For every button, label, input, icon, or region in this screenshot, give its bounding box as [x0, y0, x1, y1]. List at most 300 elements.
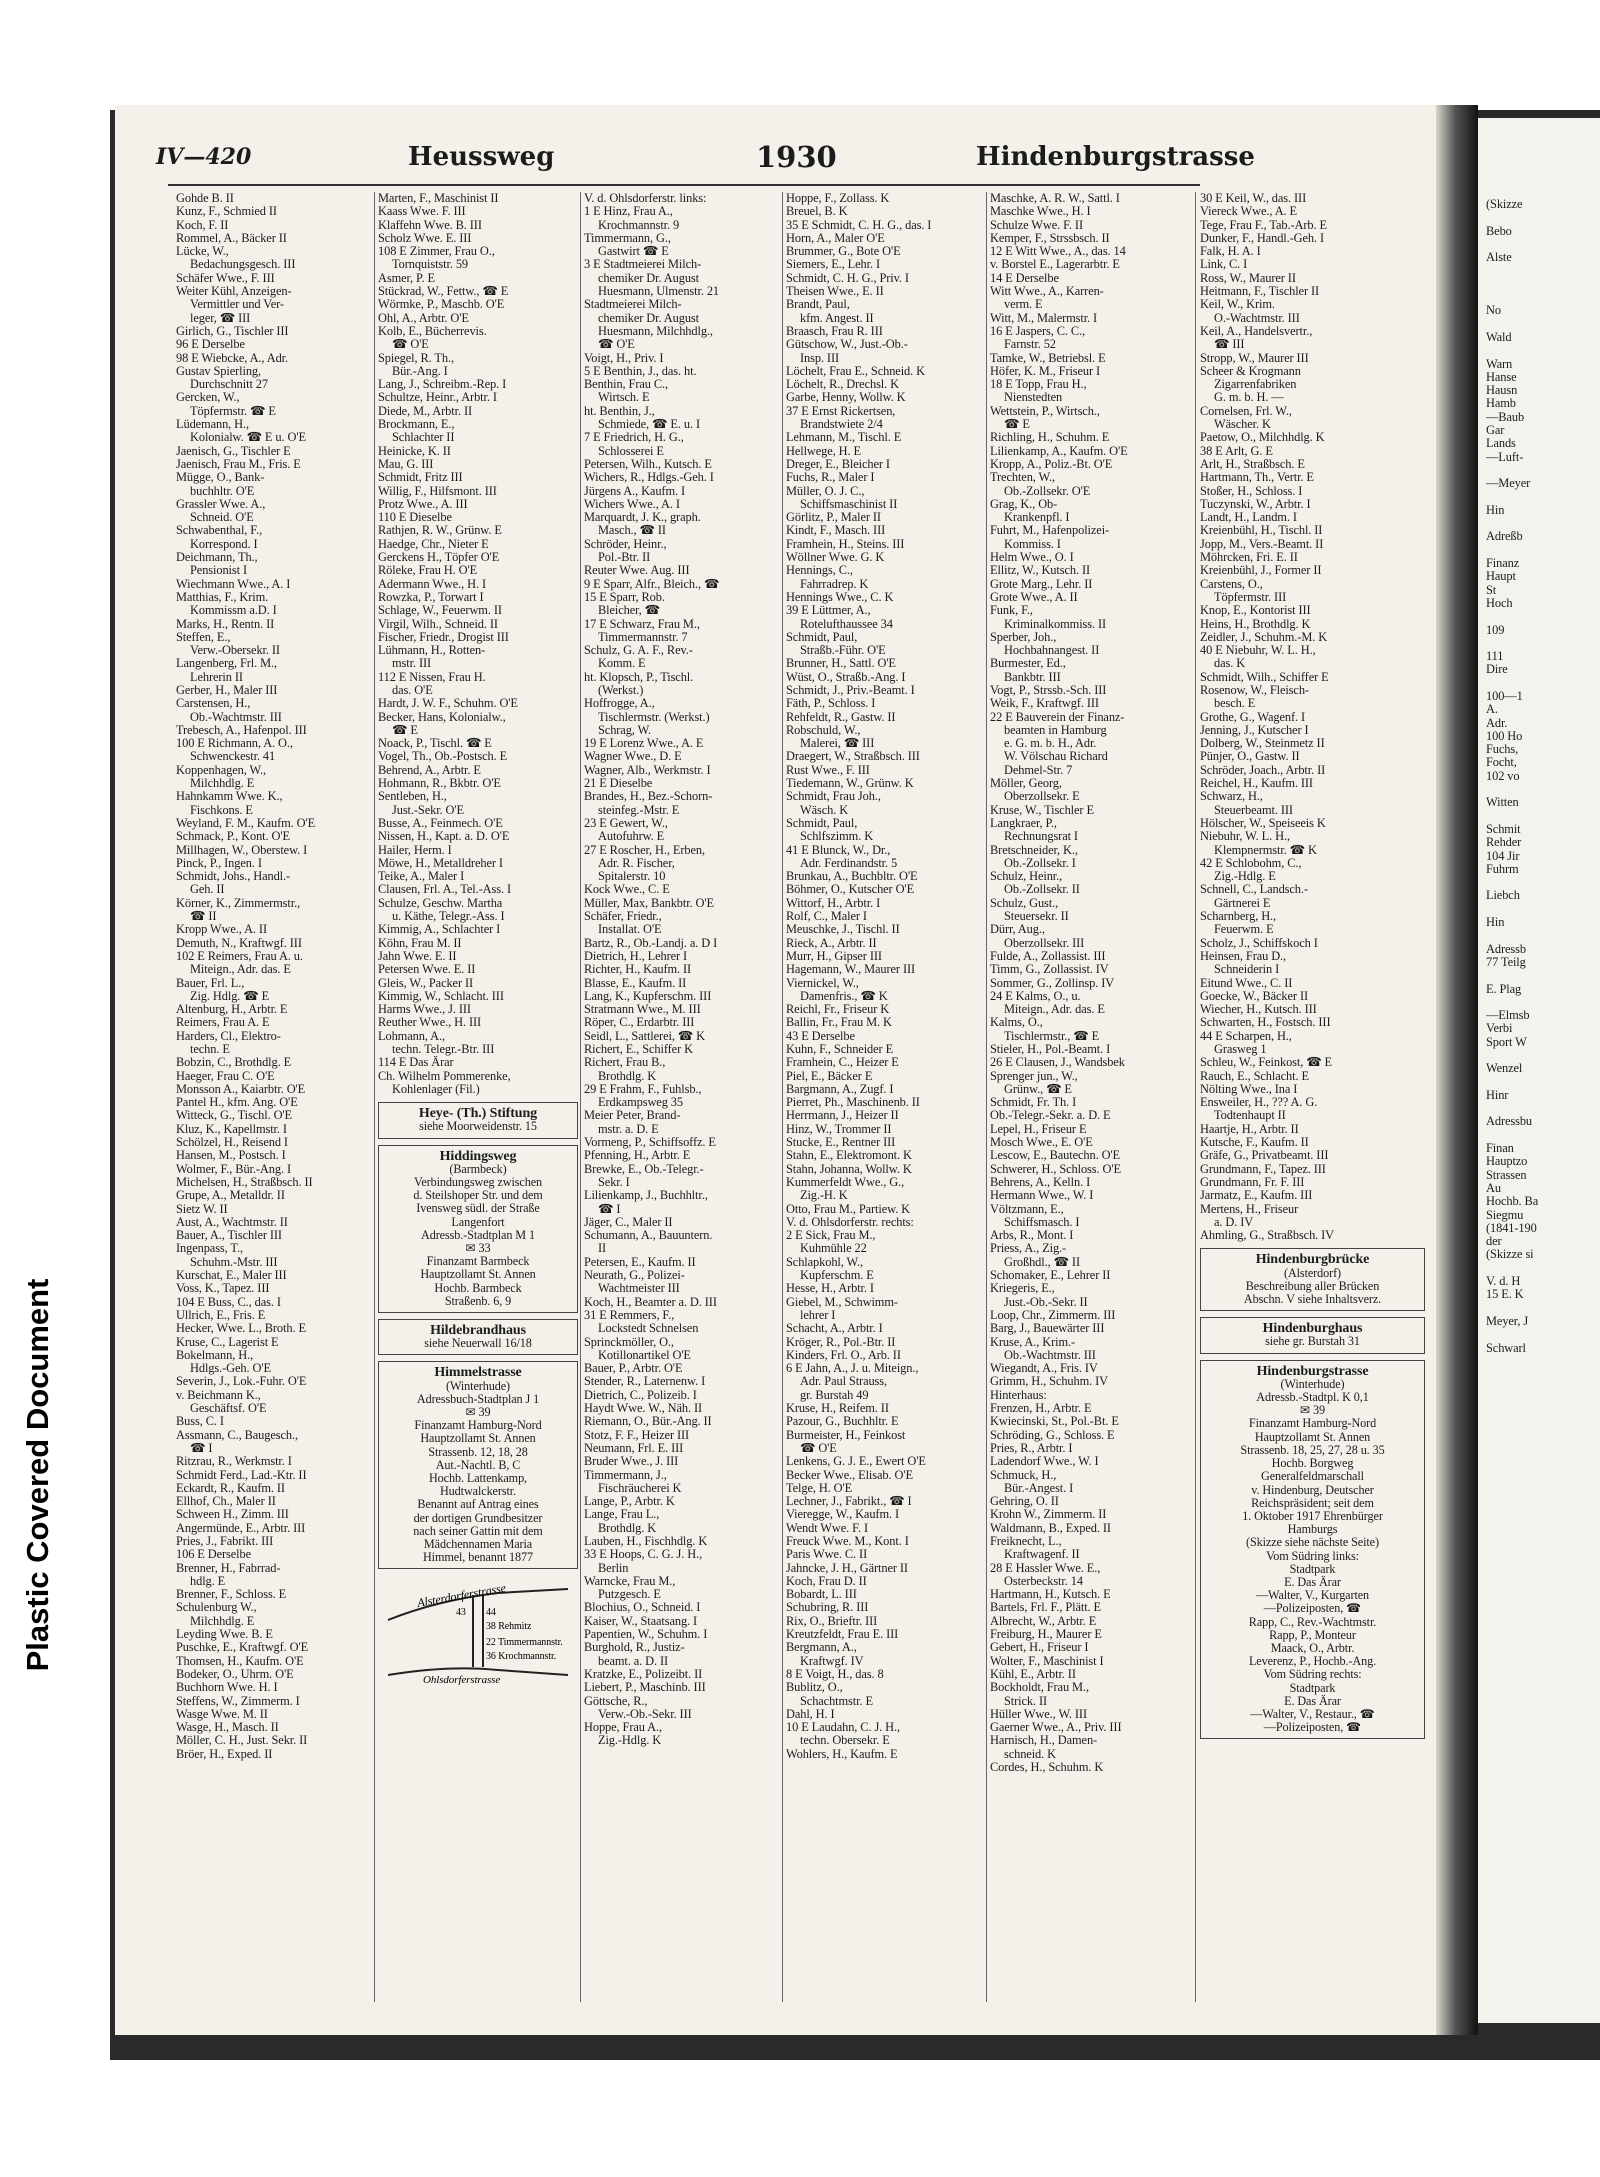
box-title: Hildebrandhaus	[430, 1323, 526, 1339]
entry-line: Steuerbeamt. III	[1214, 803, 1293, 817]
entry-line: Kraftwagenf. II	[1004, 1548, 1080, 1562]
entry-line: Richert, Frau B.,	[584, 1056, 666, 1070]
entry-line: 19 E Lorenz Wwe., A. E	[584, 737, 704, 751]
entry-line: 10 E Laudahn, C. J. H.,	[786, 1721, 901, 1735]
entry-line: Ensweiler, H., ??? A. G.	[1200, 1096, 1318, 1110]
entry-line: Lohmann, A.,	[378, 1029, 445, 1043]
entry-line: Sprenger jun., W.,	[990, 1069, 1078, 1083]
next-page-line	[1486, 996, 1600, 1009]
entry-line: Miteign., Adr. das. E	[190, 963, 291, 977]
next-page-line	[1486, 1262, 1600, 1275]
entry-line: beamten in Hamburg	[1004, 723, 1107, 737]
entry-line: Autofuhrw. E	[598, 830, 665, 844]
column-divider	[374, 192, 375, 2002]
next-page-line: E. Plag	[1486, 982, 1522, 996]
map-number: 38 Rehmitz	[486, 1621, 532, 1633]
year-heading: 1930	[756, 140, 837, 174]
entry-line: Möller, C. H., Just. Sekr. II	[176, 1734, 308, 1748]
box-line: Straßenb. 6, 9	[444, 1293, 512, 1308]
entry-line: Hardt, J. W. F., Schuhm. O'E	[378, 697, 518, 711]
entry-line: 44 E Scharpen, H.,	[1200, 1029, 1292, 1043]
entry-line: Kimmig, W., Schlacht. III	[378, 989, 504, 1003]
side-label-text: Plastic Covered Document	[20, 1278, 55, 1672]
entry-line: Stieler, H., Pol.-Beamt. I	[990, 1043, 1111, 1056]
entry-line: 102 E Reimers, Frau A. u.	[176, 949, 303, 963]
entry-line: Meuschke, J., Tischl. II	[786, 923, 900, 937]
entry-line: Schmidt, Paul,	[786, 630, 858, 644]
entry-line: Grote Wwe., A. II	[990, 590, 1078, 604]
entry-line: Lescow, E., Bautechn. O'E	[990, 1149, 1121, 1163]
entry-line: Schmidt, Johs., Handl.-	[176, 870, 291, 884]
entry-line: ☎ I	[190, 1441, 213, 1455]
entry-line: 30 E Keil, W., das. III	[1200, 192, 1307, 205]
entry-line: Kriegeris, E.,	[990, 1282, 1055, 1296]
plastic-covered-label	[8, 1240, 68, 1710]
entry-line: Adr. Ferdinandstr. 5	[800, 856, 898, 870]
entry-line: Kruse, H., Reifem. II	[786, 1402, 889, 1416]
entry-line: Kreienbühl, H., Tischl. II	[1200, 524, 1323, 538]
box-line: Maack, O., Arbtr.	[1270, 1640, 1355, 1655]
entry-line: Pol.-Btr. II	[598, 551, 651, 565]
box-line: Benannt auf Antrag eines	[417, 1497, 539, 1512]
next-page-line	[1486, 291, 1600, 304]
entry-line: mstr. III	[392, 657, 432, 671]
entry-line: Voigt, H., Priv. I	[584, 351, 664, 365]
entry-line: Becker Wwe., Elisab. O'E	[786, 1468, 913, 1482]
entry-line: Witteck, G., Tischl. O'E	[176, 1109, 293, 1123]
entry-line: Weyland, F. M., Kaufm. O'E	[176, 816, 316, 830]
entry-line: techn. Telegr.-Btr. III	[392, 1043, 495, 1056]
entry-line: Hahnkamm Wwe. K.,	[176, 790, 283, 804]
entry-line: Asmer, P. E	[378, 271, 435, 285]
entry-line: Schröder, Joach., Arbtr. II	[1200, 763, 1326, 777]
directory-column-6	[1200, 192, 1425, 2012]
entry-line: Bublitz, O.,	[786, 1681, 843, 1695]
box-line: Finanzamt Hamburg-Nord	[1248, 1416, 1377, 1431]
entry-line: Görlitz, P., Maler II	[786, 511, 881, 525]
entry-line: Carstensen, H.,	[176, 697, 251, 711]
entry-line: Kock Wwe., C. E	[584, 883, 670, 897]
entry-line: Bleicher, ☎	[598, 604, 661, 618]
entry-line: Timmermann, G.,	[584, 231, 671, 245]
entry-line: Busse, A., Feinmech. O'E	[378, 816, 503, 830]
entry-line: Koch, Frau D. II	[786, 1574, 867, 1588]
entry-line: Ob.-Wachtmstr. III	[1004, 1348, 1096, 1362]
entry-line: Hoffrogge, A.,	[584, 697, 655, 711]
next-page-line: der	[1486, 1235, 1502, 1249]
entry-line: Ellhof, Ch., Maler II	[176, 1495, 276, 1509]
entry-line: Fuchs, R., Maler I	[786, 471, 875, 485]
box-title: Hindenburgbrücke	[1255, 1252, 1370, 1268]
entry-line: Jopp, M., Vers.-Beamt. II	[1200, 537, 1324, 551]
next-page-line: Verbi	[1486, 1022, 1513, 1036]
entry-line: Otto, Frau M., Partiew. K	[786, 1202, 911, 1216]
entry-line: Hennings, C.,	[786, 564, 853, 578]
map-number: 44	[486, 1607, 496, 1619]
entry-line: Rehfeldt, R., Gastw. II	[786, 710, 896, 724]
entry-line: Lilienkamp, A., Kaufm. O'E	[990, 444, 1128, 458]
entry-line: Schölzel, H., Reisend I	[176, 1136, 288, 1150]
entry-line: Wäsch. K	[800, 803, 849, 817]
next-page-line	[1486, 1102, 1600, 1115]
next-page-line: Sport W	[1486, 1035, 1527, 1049]
entry-line: Schwarten, H., Fostsch. III	[1200, 1016, 1331, 1030]
next-page-line: 100—1	[1486, 689, 1523, 703]
entry-line: Sentleben, H.,	[378, 790, 447, 804]
next-page-line	[1486, 677, 1600, 690]
entry-line: Lang, J., Schreibm.-Rep. I	[378, 378, 507, 392]
entry-line: Hellwege, H. E	[786, 444, 861, 458]
box-line: Adressbuch-Stadtplan J 1	[416, 1391, 540, 1406]
entry-line: Jaenisch, Frau M., Fris. E	[176, 457, 301, 471]
box-line: ✉ 39	[1299, 1403, 1326, 1418]
entry-line: Frenzen, H., Arbtr. E	[990, 1402, 1092, 1416]
entry-line: Komm. E	[598, 657, 646, 671]
entry-line: Clausen, Frl. A., Tel.-Ass. I	[378, 883, 511, 897]
entry-line: Gerckens H., Töpfer O'E	[378, 551, 500, 565]
next-page-line: 111	[1486, 650, 1504, 664]
next-page-line	[1486, 1302, 1600, 1315]
entry-line: Dunker, F., Handl.-Geh. I	[1200, 231, 1325, 245]
entry-line: Neurath, G., Polizei-	[584, 1269, 685, 1283]
entry-line: Tischlermstr., ☎ E	[1004, 1029, 1100, 1043]
entry-line: (Werkst.)	[598, 683, 644, 697]
entry-line: 112 E Nissen, Frau H.	[378, 670, 486, 684]
entry-line: Murr, H., Gipser III	[786, 949, 882, 963]
entry-line: Sprinckmöller, O.,	[584, 1335, 674, 1349]
entry-line: Heinsen, Frau D.,	[1200, 949, 1287, 963]
box-line: ✉ 33	[465, 1241, 491, 1256]
entry-line: Osterbeckstr. 14	[1004, 1574, 1083, 1588]
entry-line: Jahncke, J. H., Gärtner II	[786, 1561, 908, 1575]
box-line: Strassenb. 18, 25, 27, 28 u. 35	[1240, 1442, 1385, 1457]
entry-line: Burmester, Ed.,	[990, 657, 1066, 671]
entry-line: Brothdlg. K	[598, 1069, 657, 1083]
entry-line: Matthias, F., Krim.	[176, 590, 269, 604]
entry-line: Dietrich, C., Polizeib. I	[584, 1388, 697, 1402]
entry-line: Löchelt, Frau E., Schneid. K	[786, 364, 925, 378]
entry-line: 26 E Clausen, J., Wandsbek	[990, 1056, 1125, 1070]
entry-line: Brewke, E., Ob.-Telegr.-	[584, 1162, 704, 1176]
next-page-line: —Elmsb	[1486, 1009, 1530, 1023]
entry-line: Schmuck, H.,	[990, 1468, 1057, 1482]
box-line: ✉ 39	[465, 1405, 491, 1420]
entry-line: Buchhorn Wwe. H. I	[176, 1681, 278, 1695]
entry-line: Siemers, E., Lehr. I	[786, 258, 881, 272]
entry-line: Schmidt Ferd., Lad.-Ktr. II	[176, 1468, 307, 1482]
entry-line: Schulenburg W.,	[176, 1601, 257, 1615]
entry-line: Huesmann, Milchhdlg.,	[598, 324, 713, 338]
entry-line: Huesmann, Ulmenstr. 21	[598, 285, 720, 299]
entry-line: 31 E Remmers, F.,	[584, 1308, 675, 1322]
header-rule	[168, 184, 1200, 186]
box-line: Hauptzollamt St. Annen	[1254, 1429, 1371, 1444]
entry-line: Krochmannstr. 9	[598, 218, 680, 232]
entry-line: Schlage, W., Feuerwm. II	[378, 604, 502, 618]
entry-line: 96 E Derselbe	[176, 338, 245, 352]
entry-line: Kommiss. I	[1004, 537, 1061, 551]
next-page-line: Hamb	[1486, 397, 1516, 411]
entry-line: 35 E Schmidt, C. H. G., das. I	[786, 218, 932, 232]
entry-line: Schneid. O'E	[190, 511, 254, 525]
next-page-line	[1486, 1076, 1600, 1089]
entry-line: techn. E	[190, 1043, 230, 1056]
next-page-line: —Meyer	[1486, 477, 1531, 491]
entry-line: Kruse, A., Krim.-	[990, 1335, 1076, 1349]
box-subtitle: (Barmbeck)	[449, 1161, 507, 1176]
entry-line: Kinders, Frl. O., Arb. II	[786, 1348, 901, 1362]
entry-line: Hecker, Wwe. L., Broth. E	[176, 1322, 306, 1336]
entry-line: Installat. O'E	[598, 923, 662, 937]
box-text: siehe gr. Burstah 31	[1265, 1334, 1360, 1349]
entry-line: Bretschneider, K.,	[990, 843, 1078, 857]
entry-line: Bockholdt, Frau M.,	[990, 1681, 1089, 1695]
column-divider	[1195, 192, 1196, 2002]
entry-line: Zeidler, J., Schuhm.-M. K	[1200, 630, 1328, 644]
next-page-line: Hausn	[1486, 384, 1518, 398]
entry-line: Arlt, H., Straßbsch. E	[1200, 457, 1305, 471]
entry-line: ☎ O'E	[392, 338, 429, 352]
entry-line: ☎ O'E	[800, 1441, 837, 1455]
entry-line: Schäfer, Friedr.,	[584, 910, 662, 924]
entry-line: Wöllner Wwe. G. K	[786, 551, 885, 565]
next-page-line: 100 Ho	[1486, 729, 1523, 743]
entry-line: 6 E Jahn, A., J. u. Miteign.,	[786, 1362, 919, 1376]
entry-line: steinfeg.-Mstr. E	[598, 803, 680, 817]
entry-line: Langenberg, Frl. M.,	[176, 657, 278, 671]
box-line: Verbindungsweg zwischen	[413, 1175, 542, 1189]
entry-line: Dietrich, H., Lehrer I	[584, 949, 688, 963]
entry-line: Fischräucherei K	[598, 1481, 682, 1495]
column-divider	[782, 192, 783, 2002]
entry-line: Arbs, R., Mont. I	[990, 1229, 1074, 1243]
entry-line: Oberzollsekr. E	[1004, 790, 1080, 804]
entry-line: Pierret, Ph., Maschinenb. II	[786, 1096, 920, 1110]
hiddingsweg-box	[378, 1145, 578, 1313]
box-line: —Polizeiposten, ☎	[1263, 1720, 1362, 1735]
entry-line: Bartels, Frl. F., Plätt. E	[990, 1601, 1102, 1615]
entry-line: Gehring, O. II	[990, 1495, 1059, 1509]
entry-line: 40 E Niebuhr, W. L. H.,	[1200, 644, 1316, 658]
next-page-line: Hin	[1486, 916, 1505, 930]
box-line: v. Hindenburg, Deutscher	[1251, 1482, 1374, 1497]
box-line: Finanzamt Barmbeck	[426, 1254, 530, 1269]
entry-line: Hansen, M., Postsch. I	[176, 1149, 286, 1163]
box-line: Adressb.-Stadtpl. K 0,1	[1256, 1390, 1369, 1405]
entry-line: Wendt Wwe. F. I	[786, 1521, 868, 1535]
entry-line: Sperber, Joh.,	[990, 630, 1057, 644]
box-title: Hiddingsweg	[439, 1148, 517, 1164]
entry-line: Schiffsmasch. I	[1004, 1215, 1080, 1229]
entry-line: Buss, C. I	[176, 1415, 224, 1429]
next-page-line: Lands	[1486, 437, 1516, 451]
entry-line: Brockmann, E.,	[378, 418, 455, 432]
entry-line: Zigarrenfabriken	[1214, 378, 1297, 392]
entry-line: Reuter Wwe. Aug. III	[584, 564, 690, 578]
entry-line: Petersen Wwe. E. II	[378, 963, 476, 977]
entry-line: Richert, E., Schiffer K	[584, 1043, 693, 1056]
entry-line: 7 E Friedrich, H. G.,	[584, 431, 684, 445]
next-page-line	[1486, 238, 1600, 251]
entry-line: Freuck Wwe. M., Kont. I	[786, 1534, 909, 1548]
entry-line: Ob.-Telegr.-Sekr. a. D. E	[990, 1109, 1111, 1123]
entry-line: Dolberg, W., Steinmetz II	[1200, 737, 1325, 751]
entry-line: Zig.-Hdlg. K	[598, 1734, 662, 1748]
entry-line: Müller, Max, Bankbtr. O'E	[584, 896, 715, 910]
entry-line: Harnisch, H., Damen-	[990, 1734, 1098, 1748]
entry-line: Dreger, E., Bleicher I	[786, 457, 890, 471]
entry-line: Trechten, W.,	[990, 471, 1056, 485]
entry-line: e. G. m. b. H., Adr.	[1004, 737, 1097, 751]
entry-line: Möhrcken, Fri. E. II	[1200, 551, 1298, 565]
entry-line: Waldmann, B., Exped. II	[990, 1521, 1111, 1535]
entry-line: Zig.-H. K	[800, 1189, 848, 1203]
entry-line: 5 E Benthin, J., das. ht.	[584, 364, 697, 378]
entry-line: 8 E Voigt, H., das. 8	[786, 1667, 884, 1681]
entry-line: Koppenhagen, W.,	[176, 763, 266, 777]
entry-line: Dehmel-Str. 7	[1004, 763, 1073, 777]
entry-line: Gerber, H., Maler III	[176, 683, 278, 697]
entry-line: Wäscher. K	[1214, 418, 1271, 432]
entry-line: Rathjen, R. W., Grünw. E	[378, 524, 502, 538]
entry-line: Ballin, Fr., Frau M. K	[786, 1016, 892, 1030]
entry-line: Gastwirt ☎ E	[598, 245, 669, 259]
entry-line: Durchschnitt 27	[190, 378, 268, 392]
entry-line: Adr. R. Fischer,	[598, 856, 675, 870]
entry-line: Fischer, Friedr., Drogist III	[378, 630, 509, 644]
entry-line: Falk, H. A. I	[1200, 245, 1261, 259]
entry-line: Ritzrau, R., Werkmstr. I	[176, 1455, 292, 1469]
box-line: Stadtpark	[1289, 1561, 1336, 1576]
box-subtitle: (Alsterdorf)	[1283, 1265, 1341, 1280]
entry-line: ☎ III	[1214, 338, 1245, 352]
box-line: Hauptzollamt St. Annen	[420, 1267, 536, 1282]
entry-line: Brenner, F., Schloss. E	[176, 1588, 287, 1602]
entry-line: Vogel, Th., Ob.-Postsch. E	[378, 750, 508, 764]
entry-line: das. K	[1214, 657, 1246, 671]
entry-line: Schachtmstr. E	[800, 1694, 873, 1708]
entry-line: Nienstedten	[1004, 391, 1063, 405]
entry-line: Haydt Wwe. W., Näh. II	[584, 1402, 703, 1416]
entry-line: 108 E Zimmer, Frau O.,	[378, 245, 495, 259]
box-line: (Skizze siehe nächste Seite)	[1246, 1535, 1379, 1550]
entry-line: Zig. Hdlg. ☎ E	[190, 989, 270, 1003]
entry-line: Böhmer, O., Kutscher O'E	[786, 883, 915, 897]
entry-line: Röper, C., Erdarbtr. III	[584, 1016, 695, 1030]
entry-line: Grupe, A., Metalldr. II	[176, 1189, 285, 1203]
entry-line: Feuerwm. E	[1214, 923, 1274, 937]
box-line: Stadtpark	[1289, 1680, 1336, 1695]
directory-column-4	[786, 192, 984, 2012]
entry-line: Giebel, M., Schwimm-	[786, 1295, 898, 1309]
entry-line: Lang, K., Kupferschm. III	[584, 989, 712, 1003]
entry-line: Eckardt, R., Kaufm. II	[176, 1481, 285, 1495]
entry-line: 18 E Topp, Frau H.,	[990, 378, 1087, 392]
box-line: Hochb. Borgweg	[1271, 1456, 1354, 1471]
entry-line: Ohl, A., Arbtr. O'E	[378, 311, 469, 325]
entry-line: Braasch, Frau R. III	[786, 324, 883, 338]
entry-line: Framhein, H., Steins. III	[786, 537, 905, 551]
box-subtitle: (Winterhude)	[1280, 1376, 1345, 1391]
entry-line: Warncke, Frau M.,	[584, 1574, 676, 1588]
box-line: nach seiner Gattin mit dem	[413, 1523, 543, 1538]
next-page-column	[1486, 198, 1600, 2008]
entry-line: Liebert, P., Maschinb. III	[584, 1681, 706, 1695]
entry-line: Papentien, W., Schuhm. I	[584, 1628, 708, 1642]
entry-line: Schwenckestr. 41	[190, 750, 276, 764]
entry-line: Schäfer Wwe., F. III	[176, 271, 275, 285]
entry-line: Pries, R., Arbtr. I	[990, 1441, 1073, 1455]
entry-line: Marquardt, J. K., graph.	[584, 511, 701, 525]
entry-line: Paetow, O., Milchhdlg. K	[1200, 431, 1325, 445]
entry-line: leger, ☎ III	[190, 311, 251, 325]
next-page-line	[1486, 278, 1600, 291]
entry-line: Loop, Chr., Zimmerm. III	[990, 1308, 1116, 1322]
entry-line: V. d. Ohlsdorferstr. rechts:	[786, 1215, 914, 1229]
entry-line: Schmidt, Paul,	[786, 816, 858, 830]
entry-line: Bedachungsgesch. III	[190, 258, 296, 272]
entry-line: Köhn, Frau M. II	[378, 936, 462, 950]
entry-line: Verw.-Ob.-Sekr. III	[598, 1707, 692, 1721]
entry-line: Wachtmeister III	[598, 1282, 680, 1296]
box-line: Adressb.-Stadtplan M 1	[421, 1227, 535, 1242]
entry-line: Kropp Wwe., A. II	[176, 923, 267, 937]
entry-line: Klempnermstr. ☎ K	[1214, 843, 1317, 857]
box-line: Hudtwalckerstr.	[439, 1484, 516, 1499]
entry-line: lehrer I	[800, 1308, 836, 1322]
next-page-line	[1486, 464, 1600, 477]
entry-line: Haedge, Chr., Nieter E	[378, 537, 489, 551]
entry-line: Helm Wwe., O. I	[990, 551, 1074, 565]
entry-line: Pries, J., Fabrikt. III	[176, 1534, 274, 1548]
entry-line: Tiedemann, W., Grünw. K	[786, 777, 914, 791]
entry-line: Bankbtr. III	[1004, 670, 1061, 684]
next-page-line	[1486, 544, 1600, 557]
entry-line: Scholz Wwe. E. III	[378, 231, 472, 245]
entry-line: Nölting Wwe., Ina I	[1200, 1082, 1298, 1096]
box-line: Himmel, benannt 1877	[422, 1550, 534, 1565]
entry-line: 41 E Blunck, W., Dr.,	[786, 843, 891, 857]
box-line: Vom Südring links:	[1266, 1548, 1359, 1563]
entry-line: Mosch Wwe., E. O'E	[990, 1136, 1093, 1150]
entry-line: Just.-Ob.-Sekr. II	[1004, 1295, 1088, 1309]
entry-line: Ob.-Wachtmstr. III	[190, 710, 282, 724]
entry-line: Jürgens A., Kaufm. I	[584, 484, 686, 498]
entry-line: Löchelt, R., Drechsl. K	[786, 378, 899, 392]
entry-line: Link, C. I	[1200, 258, 1248, 272]
entry-line: 16 E Jaspers, C. C.,	[990, 324, 1086, 338]
entry-line: Marks, H., Rentn. II	[176, 617, 275, 631]
entry-line: Wagner Wwe., D. E	[584, 750, 682, 764]
entry-line: Wiechmann Wwe., A. I	[176, 577, 291, 591]
entry-line: 9 E Sparr, Alfr., Bleich., ☎	[584, 577, 720, 591]
entry-line: Bauer, Frl. L.,	[176, 976, 245, 990]
entry-line: Brandes, H., Bez.-Schorn-	[584, 790, 713, 804]
entry-line: Fahrradrep. K	[800, 577, 869, 591]
entry-line: Schlosserei E	[598, 444, 664, 458]
entry-line: Aust, A., Wachtmstr. II	[176, 1215, 288, 1229]
entry-line: Kunz, F., Schmied II	[176, 205, 277, 219]
entry-line: Steuersekr. II	[1004, 910, 1069, 924]
entry-line: Völtzmann, E.,	[990, 1202, 1064, 1216]
entry-line: Wettstein, P., Wirtsch.,	[990, 404, 1100, 418]
entry-line: Wichers Wwe., A. I	[584, 497, 680, 511]
entry-line: Goecke, W., Bäcker II	[1200, 989, 1308, 1003]
box-line: Hochb. Barmbeck	[434, 1280, 522, 1295]
entry-line: Schulz, Gust.,	[990, 896, 1059, 910]
entry-line: Bargmann, A., Zugf. I	[786, 1082, 894, 1096]
entry-line: 29 E Frahm, F., Fuhlsb.,	[584, 1082, 702, 1096]
